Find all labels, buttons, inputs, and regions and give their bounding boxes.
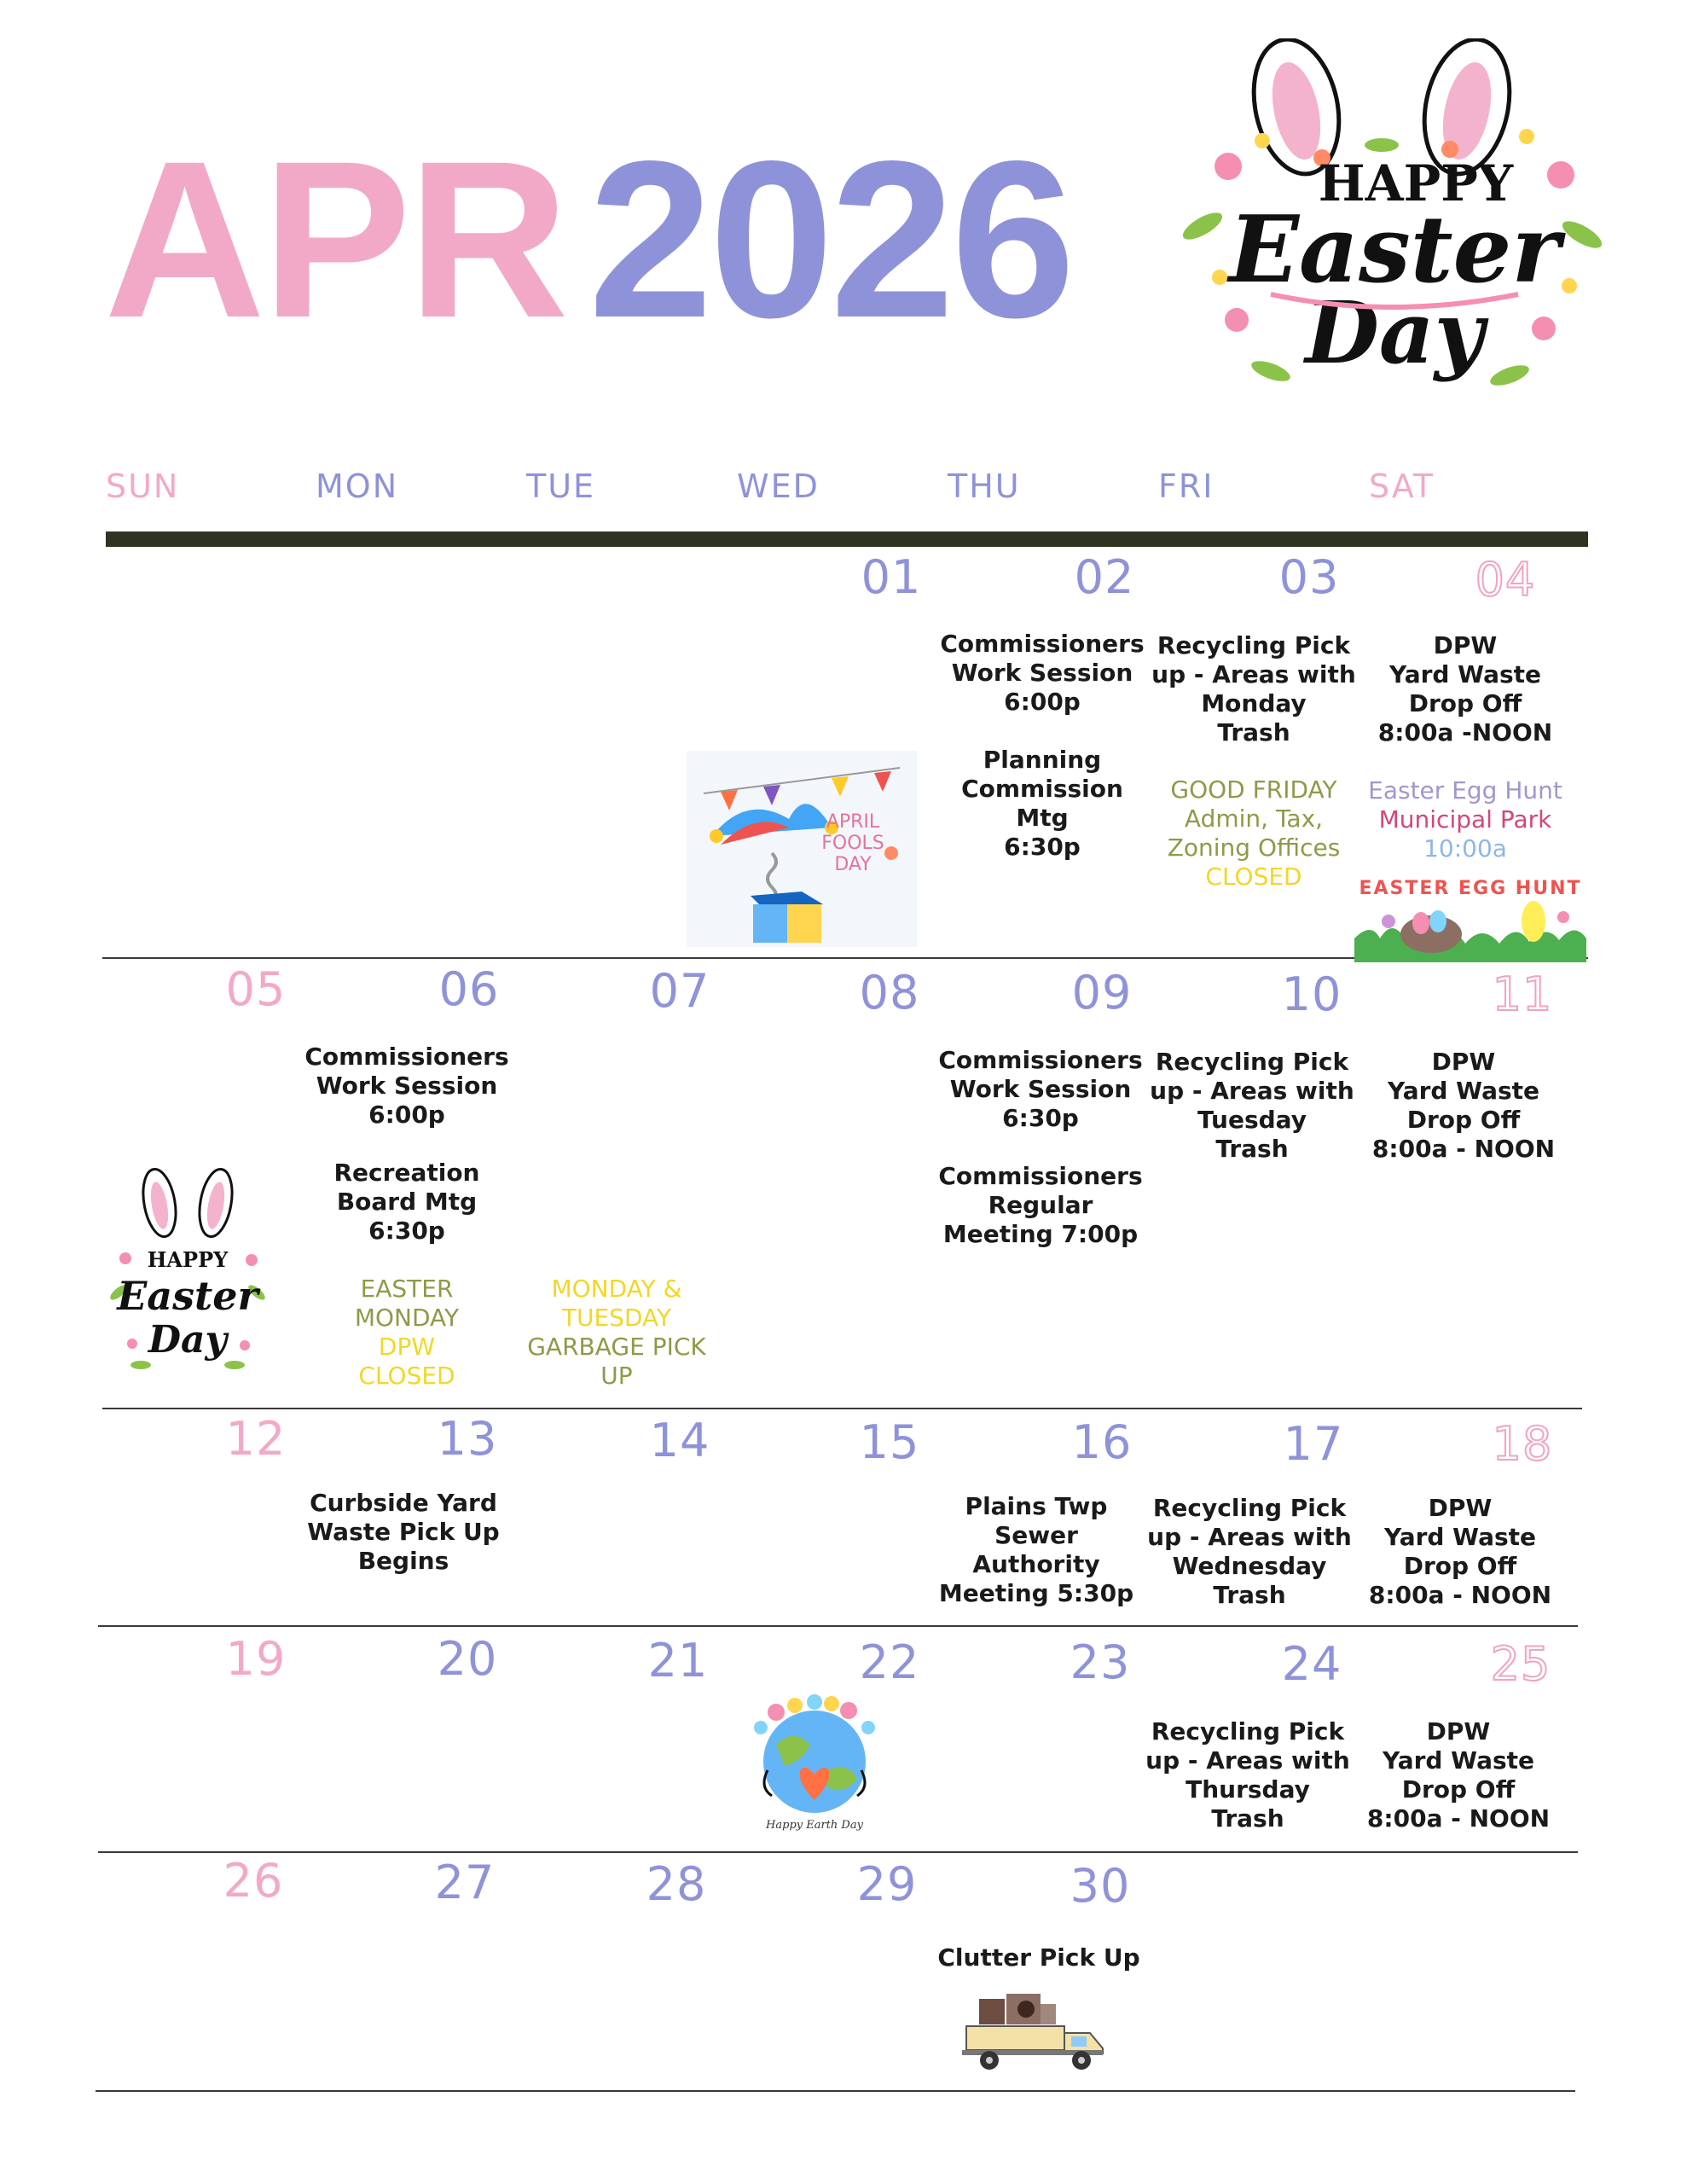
- day-number: 09: [1071, 966, 1133, 1019]
- event-text: Admin, Tax, Zoning Offices: [1167, 804, 1341, 862]
- event-text: MONDAY & TUESDAY: [551, 1275, 682, 1332]
- day-number: 29: [856, 1857, 918, 1911]
- day-number: 25: [1490, 1637, 1551, 1691]
- event-text: Easter Egg Hunt: [1368, 776, 1562, 804]
- clutter-truck-icon: [962, 1992, 1107, 2077]
- day-number: 03: [1278, 550, 1340, 604]
- badge-line3: Day: [1305, 282, 1484, 383]
- event-text: Recycling Pick up - Areas with Tuesday Trash: [1150, 1048, 1354, 1163]
- day-number: 26: [223, 1854, 284, 1908]
- day-number: 08: [859, 966, 920, 1019]
- day-number: 11: [1492, 967, 1553, 1021]
- event-text: Commissioners Work Session 6:00p: [304, 1043, 509, 1129]
- day-number: 04: [1475, 553, 1536, 607]
- april-fools-jack-in-box-icon: [687, 751, 917, 947]
- day-number: 24: [1281, 1637, 1342, 1691]
- small-badge-line1: HAPPY: [147, 1247, 229, 1272]
- event-text: DPW Yard Waste Drop Off 8:00a - NOON: [1366, 1717, 1551, 1833]
- weekday-fri: FRI: [1158, 468, 1215, 505]
- day-number: 18: [1492, 1417, 1553, 1471]
- day-number: 02: [1074, 550, 1135, 604]
- event-text: Recycling Pick up - Areas with Wednesday Trash: [1147, 1494, 1352, 1609]
- event-text: Municipal Park: [1378, 805, 1552, 834]
- event-text: Recycling Pick up - Areas with Thursday Trash: [1145, 1717, 1350, 1833]
- badge-line1: HAPPY: [1318, 154, 1514, 212]
- event-text: Clutter Pick Up: [937, 1943, 1140, 1972]
- title-year: 2026: [588, 114, 1072, 364]
- event-text: Commissioners Work Session 6:30p: [938, 1046, 1143, 1132]
- header-divider-bar: [106, 531, 1588, 547]
- event-text: Recreation Board Mtg 6:30p: [333, 1159, 480, 1245]
- event-text: DPW CLOSED: [358, 1333, 455, 1390]
- weekday-thu: THU: [948, 468, 1021, 505]
- day-number: 27: [434, 1856, 496, 1909]
- event-text: Plains Twp Sewer Authority Meeting 5:30p: [938, 1492, 1134, 1607]
- day-number: 01: [861, 550, 922, 604]
- april-fools-caption: FOOLS: [821, 833, 884, 854]
- event-text: DPW Yard Waste Drop Off 8:00a -NOON: [1377, 631, 1553, 746]
- event-text: GARBAGE PICK UP: [527, 1333, 706, 1390]
- event-text: 10:00a: [1423, 834, 1507, 863]
- event-text: GOOD FRIDAY: [1170, 775, 1337, 804]
- day-number: 17: [1283, 1417, 1344, 1471]
- event-text: Recycling Pick up - Areas with Monday Trash: [1151, 631, 1356, 746]
- day-number: 14: [649, 1414, 710, 1467]
- week-divider: [102, 1408, 1582, 1409]
- easter-bunny-badge-icon: [1168, 38, 1612, 414]
- weekday-sun: SUN: [106, 468, 180, 505]
- day-number: 30: [1070, 1859, 1131, 1913]
- earth-day-caption: Happy Earth Day: [766, 1819, 863, 1832]
- day-number: 16: [1071, 1415, 1133, 1469]
- earth-day-globe-icon: [742, 1693, 887, 1834]
- week-divider: [98, 1851, 1578, 1853]
- week-divider: [96, 2090, 1575, 2092]
- weekday-mon: MON: [316, 468, 399, 505]
- april-fools-caption: DAY: [834, 854, 872, 875]
- small-badge-line2: Easter: [117, 1273, 258, 1319]
- day-number: 21: [647, 1634, 709, 1687]
- weekday-wed: WED: [737, 468, 820, 505]
- day-number: 06: [438, 962, 500, 1016]
- event-text: Curbside Yard Waste Pick Up Begins: [307, 1489, 500, 1575]
- day-number: 12: [225, 1412, 287, 1466]
- event-text: Commissioners Regular Meeting 7:00p: [938, 1162, 1143, 1248]
- day-number: 19: [225, 1632, 287, 1686]
- day-number: 22: [859, 1635, 920, 1689]
- event-text: Planning Commission Mtg 6:30p: [961, 746, 1123, 861]
- event-text: DPW Yard Waste Drop Off 8:00a - NOON: [1368, 1494, 1552, 1609]
- event-text: CLOSED: [1205, 863, 1302, 891]
- day-number: 28: [646, 1857, 707, 1911]
- small-badge-line3: Day: [148, 1318, 228, 1362]
- day-number: 23: [1070, 1635, 1131, 1689]
- day-number: 07: [649, 964, 710, 1018]
- title-month: APR: [104, 114, 566, 364]
- easter-bunny-small-icon: [107, 1165, 269, 1378]
- day-number: 05: [225, 962, 287, 1016]
- day-number: 10: [1281, 967, 1342, 1021]
- easter-egg-hunt-icon: [1354, 870, 1586, 962]
- event-text: DPW Yard Waste Drop Off 8:00a - NOON: [1371, 1048, 1556, 1163]
- egg-hunt-caption: EASTER EGG HUNT: [1359, 878, 1582, 899]
- week-divider: [98, 1625, 1578, 1627]
- event-text: Commissioners Work Session 6:00p: [940, 630, 1145, 716]
- day-number: 13: [437, 1412, 498, 1466]
- weekday-tue: TUE: [526, 468, 596, 505]
- april-fools-caption: APRIL: [826, 811, 880, 833]
- event-text: EASTER MONDAY: [354, 1275, 460, 1332]
- weekday-sat: SAT: [1369, 468, 1435, 505]
- day-number: 20: [437, 1632, 498, 1686]
- badge-line2: Easter: [1228, 196, 1561, 304]
- day-number: 15: [859, 1415, 920, 1469]
